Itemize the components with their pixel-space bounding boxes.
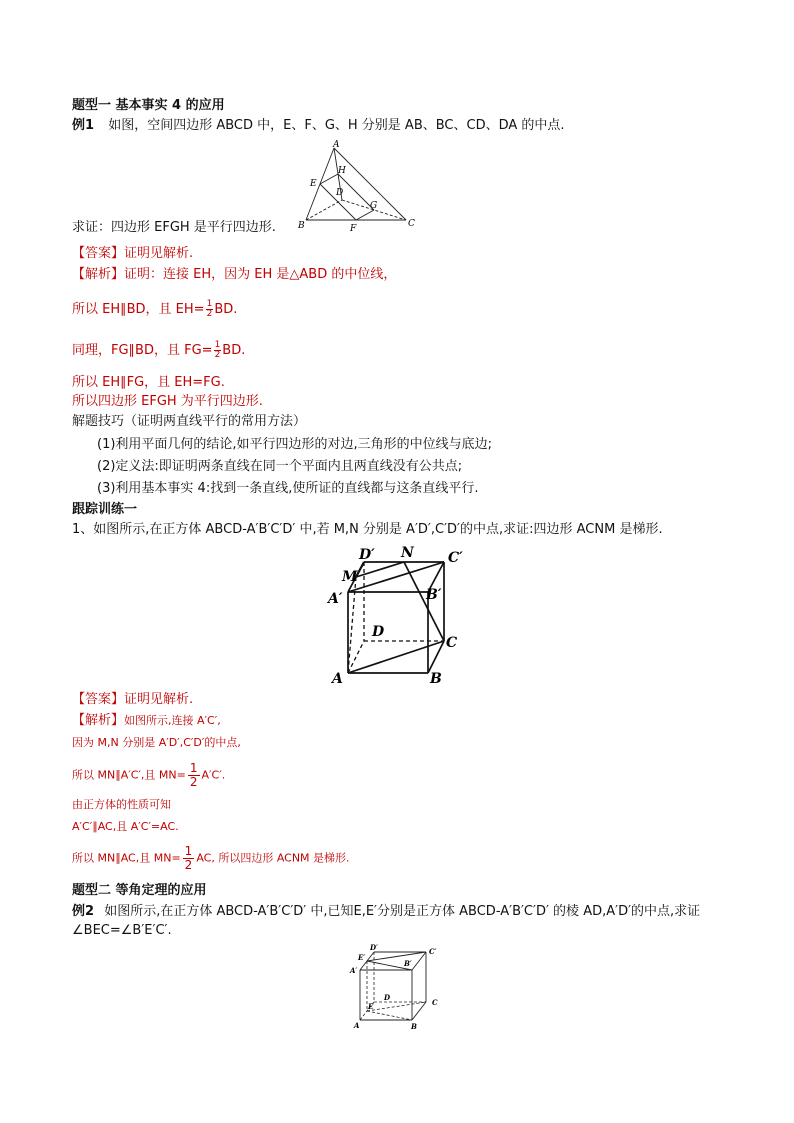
fraction bbox=[183, 845, 195, 872]
label-Dp: D′ bbox=[359, 547, 375, 563]
analysis-tag: 【解析】 bbox=[72, 713, 125, 728]
example2-problem bbox=[72, 903, 700, 921]
practice-analysis-l1 bbox=[72, 712, 221, 730]
label-Ap: A′ bbox=[328, 591, 343, 607]
practice-answer bbox=[72, 691, 193, 709]
label-M: M bbox=[342, 569, 358, 585]
analysis-l3-post: BD. bbox=[222, 343, 246, 358]
frac-num: 1 bbox=[184, 844, 193, 858]
analysis-l3-post: A′C′. bbox=[201, 768, 226, 782]
analysis-l2-pre: 所以 EH∥BD，且 EH= bbox=[72, 302, 205, 317]
frac-den: 2 bbox=[189, 775, 198, 789]
cube-figure-1 bbox=[328, 545, 468, 685]
example1-analysis-l2 bbox=[72, 300, 237, 319]
frac-num: 1 bbox=[189, 761, 198, 775]
label-E: E bbox=[368, 1002, 374, 1011]
label-B: B bbox=[298, 221, 305, 231]
answer-tag: 【答案】 bbox=[72, 692, 125, 707]
label-D: D bbox=[384, 993, 391, 1002]
practice-analysis-l4: 由正方体的性质可知 bbox=[72, 798, 171, 811]
practice-analysis-l2: 因为 M,N 分别是 A′D′,C′D′的中点, bbox=[72, 736, 241, 749]
label-Bp: B′ bbox=[426, 587, 442, 603]
tetrahedron-figure bbox=[296, 140, 426, 232]
tips-item-3: (3)利用基本事实 4:找到一条直线,使所证的直线都与这条直线平行. bbox=[97, 481, 479, 496]
fraction bbox=[188, 762, 200, 789]
analysis-text: 证明：连接 EH，因为 EH 是△ABD 的中位线， bbox=[124, 267, 397, 282]
label-D: D bbox=[336, 188, 344, 198]
frac-num: 1 bbox=[214, 340, 221, 350]
example1-label: 例1 bbox=[72, 118, 95, 133]
label-C: C bbox=[432, 998, 438, 1007]
section2-title: 题型二 等角定理的应用 bbox=[72, 883, 207, 898]
label-D: D bbox=[372, 624, 385, 640]
analysis-l3-pre: 同理，FG∥BD，且 FG= bbox=[72, 343, 213, 358]
label-Ep: E′ bbox=[358, 953, 366, 962]
practice-q1: 1、如图所示,在正方体 ABCD-A′B′C′D′ 中,若 M,N 分别是 A′D′,C′D′的中点,求证:四边形 ACNM 是梯形. bbox=[72, 522, 663, 537]
frac-den: 2 bbox=[184, 858, 193, 872]
analysis-l6-post: AC, 所以四边形 ACNM 是梯形. bbox=[196, 851, 350, 865]
practice-analysis-l6 bbox=[72, 845, 350, 872]
label-B: B bbox=[430, 671, 442, 687]
label-B: B bbox=[411, 1022, 417, 1031]
example2-label: 例2 bbox=[72, 904, 95, 919]
label-Cp: C′ bbox=[429, 947, 437, 956]
frac-num: 1 bbox=[206, 299, 213, 309]
tips-title: 解题技巧（证明两直线平行的常用方法） bbox=[72, 414, 307, 429]
analysis-tag: 【解析】 bbox=[72, 267, 125, 282]
label-Ap: A′ bbox=[350, 966, 358, 975]
tips-item-2: (2)定义法:即证明两条直线在同一个平面内且两直线没有公共点; bbox=[97, 459, 463, 474]
analysis-l2-post: BD. bbox=[214, 302, 238, 317]
label-Bp: B′ bbox=[404, 959, 412, 968]
label-E: E bbox=[310, 179, 317, 189]
analysis-l3-pre: 所以 MN∥A′C′,且 MN= bbox=[72, 768, 186, 782]
example1-answer bbox=[72, 245, 193, 263]
practice-analysis-l5: A′C′∥AC,且 A′C′=AC. bbox=[72, 820, 179, 833]
fraction bbox=[206, 300, 214, 319]
analysis-text: 如图所示,连接 A′C′, bbox=[124, 714, 221, 727]
example1-analysis-l1 bbox=[72, 266, 396, 284]
label-F: F bbox=[350, 224, 357, 234]
analysis-l6-pre: 所以 MN∥AC,且 MN= bbox=[72, 851, 181, 865]
label-Dp: D′ bbox=[370, 943, 378, 952]
example2-problem-l2: ∠BEC=∠B′E′C′. bbox=[72, 923, 172, 938]
answer-tag: 【答案】 bbox=[72, 246, 125, 261]
answer-text: 证明见解析. bbox=[124, 246, 194, 261]
example1-problem bbox=[72, 117, 565, 135]
example2-problem-text: 如图所示,在正方体 ABCD-A′B′C′D′ 中,已知E,E′分别是正方体 ABCD-A′B′C′D′ 的棱 AD,A′D′的中点,求证 bbox=[104, 904, 701, 919]
practice-title: 跟踪训练一 bbox=[72, 502, 138, 517]
fraction bbox=[214, 341, 222, 360]
label-H: H bbox=[338, 166, 346, 176]
example1-analysis-l5: 所以四边形 EFGH 为平行四边形. bbox=[72, 394, 263, 409]
label-C: C bbox=[408, 219, 415, 229]
label-A: A bbox=[354, 1021, 360, 1030]
tips-item-1: (1)利用平面几何的结论,如平行四边形的对边,三角形的中位线与底边; bbox=[97, 437, 493, 452]
practice-analysis-l3 bbox=[72, 762, 225, 789]
label-G: G bbox=[370, 201, 378, 211]
section1-title: 题型一 基本事实 4 的应用 bbox=[72, 98, 225, 113]
label-N: N bbox=[401, 545, 414, 561]
example1-prove: 求证：四边形 EFGH 是平行四边形. bbox=[72, 220, 276, 235]
frac-den: 2 bbox=[214, 350, 221, 360]
example1-analysis-l3 bbox=[72, 341, 245, 360]
label-A: A bbox=[333, 140, 340, 150]
answer-text: 证明见解析. bbox=[124, 692, 194, 707]
example1-problem-text: 如图，空间四边形 ABCD 中，E、F、G、H 分别是 AB、BC、CD、DA 的中点. bbox=[108, 118, 565, 133]
frac-den: 2 bbox=[206, 309, 213, 319]
label-Cp: C′ bbox=[448, 550, 463, 566]
cube-figure-2 bbox=[350, 942, 450, 1032]
example1-analysis-l4: 所以 EH∥FG，且 EH=FG. bbox=[72, 375, 225, 390]
label-A: A bbox=[332, 671, 343, 687]
label-C: C bbox=[446, 635, 458, 651]
